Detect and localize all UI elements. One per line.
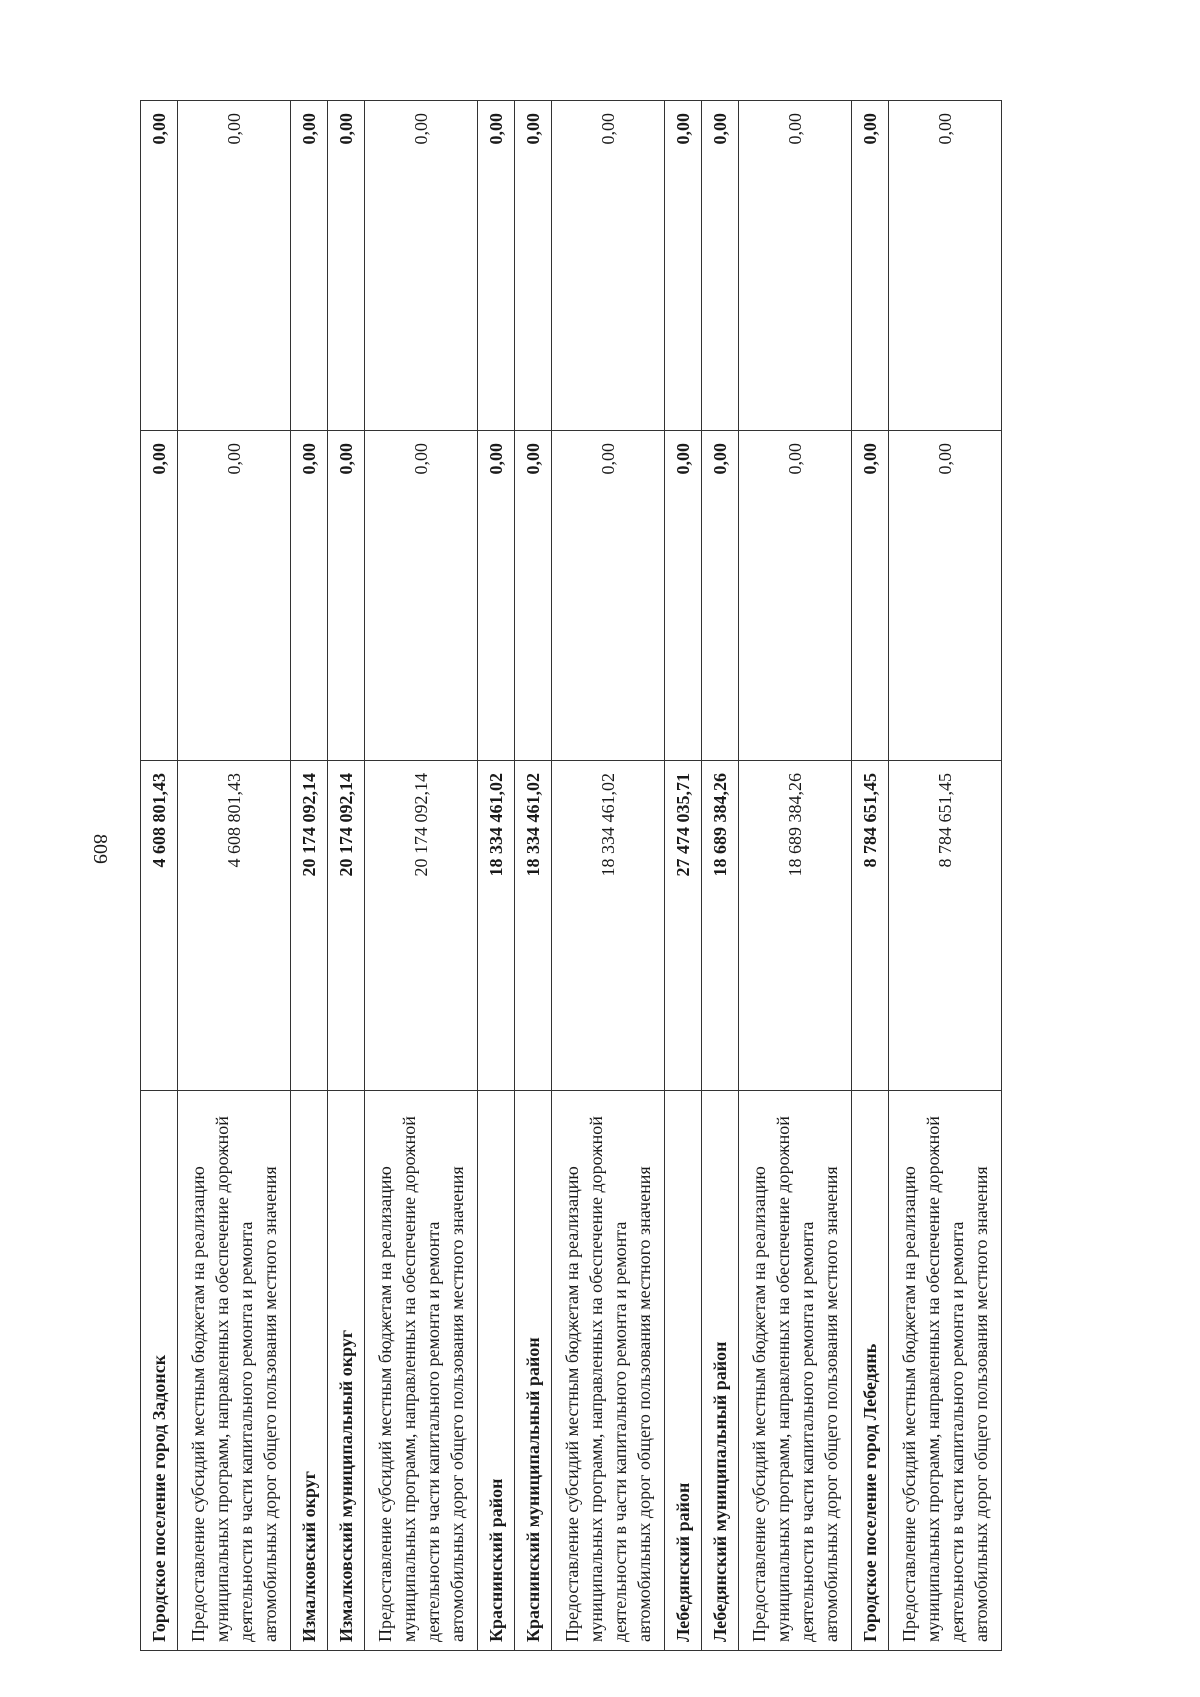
row-value-3: 0,00 [141,101,178,431]
row-value-1: 27 474 035,71 [665,761,702,1091]
row-value-1: 20 174 092,14 [365,761,478,1091]
table-row [515,101,552,1651]
row-value-2: 0,00 [365,431,478,761]
table-row [889,101,1002,1651]
row-value-1: 8 784 651,45 [889,761,1002,1091]
row-value-2: 0,00 [178,431,291,761]
row-label: Краснинский муниципальный район [515,1091,552,1651]
row-label: Предоставление субсидий местным бюджетам на реализацию муниципальных программ, направленных на обеспечение дорожной деятельности в части капитального ремонта и ремонта автомобильных дорог общего пользования местного значения [178,1091,291,1651]
row-label: Лебедянский муниципальный район [702,1091,739,1651]
row-value-1: 20 174 092,14 [328,761,365,1091]
row-value-2: 0,00 [328,431,365,761]
row-value-2: 0,00 [291,431,328,761]
table-row [739,101,852,1651]
row-value-1: 18 689 384,26 [702,761,739,1091]
row-label: Городское поселение город Задонск [141,1091,178,1651]
table-row [291,101,328,1651]
row-value-3: 0,00 [291,101,328,431]
row-value-2: 0,00 [141,431,178,761]
row-value-3: 0,00 [665,101,702,431]
row-value-1: 18 689 384,26 [739,761,852,1091]
table-row [552,101,665,1651]
row-label: Городское поселение город Лебедянь [852,1091,889,1651]
row-value-1: 18 334 461,02 [552,761,665,1091]
page-number: 809 [89,834,111,864]
row-value-3: 0,00 [515,101,552,431]
row-label: Лебедянский район [665,1091,702,1651]
budget-table-rotated [140,101,1100,1651]
table-row [852,101,889,1651]
row-value-2: 0,00 [702,431,739,761]
table-row [365,101,478,1651]
row-value-1: 18 334 461,02 [515,761,552,1091]
row-value-1: 8 784 651,45 [852,761,889,1091]
row-label: Краснинский район [478,1091,515,1651]
table-row [178,101,291,1651]
row-value-3: 0,00 [702,101,739,431]
table-row [141,101,178,1651]
table-row [328,101,365,1651]
row-value-3: 0,00 [852,101,889,431]
budget-table [140,100,1002,1651]
row-value-3: 0,00 [889,101,1002,431]
row-value-2: 0,00 [852,431,889,761]
row-label: Предоставление субсидий местным бюджетам на реализацию муниципальных программ, направленных на обеспечение дорожной деятельности в части капитального ремонта и ремонта автомобильных дорог общего пользования местного значения [552,1091,665,1651]
row-value-2: 0,00 [739,431,852,761]
row-value-1: 18 334 461,02 [478,761,515,1091]
row-value-1: 4 608 801,43 [178,761,291,1091]
row-value-1: 20 174 092,14 [291,761,328,1091]
table-row [665,101,702,1651]
row-value-3: 0,00 [328,101,365,431]
row-label: Измалковский муниципальный округ [328,1091,365,1651]
table-row [702,101,739,1651]
row-value-2: 0,00 [665,431,702,761]
table-row [478,101,515,1651]
row-value-3: 0,00 [552,101,665,431]
row-value-3: 0,00 [739,101,852,431]
row-value-3: 0,00 [178,101,291,431]
row-value-2: 0,00 [515,431,552,761]
row-value-2: 0,00 [552,431,665,761]
row-value-2: 0,00 [478,431,515,761]
row-label: Предоставление субсидий местным бюджетам на реализацию муниципальных программ, направленных на обеспечение дорожной деятельности в части капитального ремонта и ремонта автомобильных дорог общего пользования местного значения [739,1091,852,1651]
row-value-3: 0,00 [365,101,478,431]
row-value-3: 0,00 [478,101,515,431]
row-value-1: 4 608 801,43 [141,761,178,1091]
row-value-2: 0,00 [889,431,1002,761]
row-label: Предоставление субсидий местным бюджетам на реализацию муниципальных программ, направленных на обеспечение дорожной деятельности в части капитального ремонта и ремонта автомобильных дорог общего пользования местного значения [889,1091,1002,1651]
row-label: Измалковский округ [291,1091,328,1651]
row-label: Предоставление субсидий местным бюджетам на реализацию муниципальных программ, направленных на обеспечение дорожной деятельности в части капитального ремонта и ремонта автомобильных дорог общего пользования местного значения [365,1091,478,1651]
